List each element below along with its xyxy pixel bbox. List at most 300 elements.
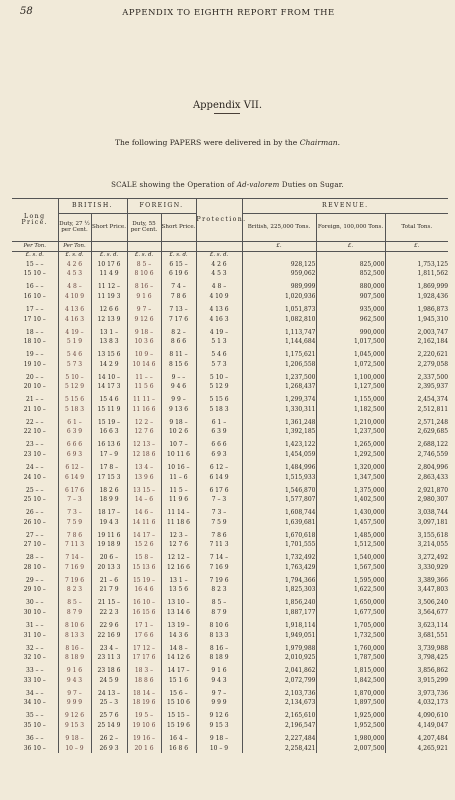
cell-british-duty: 5 10 – [58,373,91,383]
cell-revenue-foreign: 962,500 [316,315,385,325]
cell-revenue-foreign: 1,485,000 [316,531,385,541]
cell-revenue-total: 2,980,307 [417,496,449,504]
cell-british-short-price: 15 19 – [91,418,127,428]
cell-revenue-foreign: 1,897,500 [316,699,385,709]
cell-foreign-short-price: 11 – 6 [161,473,196,483]
table-row [12,576,448,586]
table-row [12,270,448,280]
cell-foreign-short-price: 8 15 6 [161,360,196,370]
cell-british-duty: 6 1 – [58,418,91,428]
cell-long-price: 21 10 – [12,405,58,415]
cell-revenue-british: 2,041,862 [242,666,316,676]
cell-british-short-price: 14 10 – [91,373,127,383]
cell-revenue-total: 3,447,803 [417,586,449,594]
cell-british-short-price: 14 17 3 [91,382,127,392]
cell-protection: 9 18 – [196,734,242,744]
cell-foreign-short-price: 10 16 – [161,463,196,473]
cell-revenue-foreign: 1,732,500 [316,631,385,641]
cell-long-price: 34 – – [12,689,58,699]
cell-british-duty: 7 16 9 [58,563,91,573]
cell-british-short-price: 10 17 6 [91,260,127,270]
cell-protection: 7 8 6 [196,531,242,541]
cell-british-duty: 4 19 – [58,328,91,338]
cell-protection: 7 16 9 [196,563,242,573]
cell-protection: 7 19 6 [196,576,242,586]
cell-british-short-price: 26 2 – [91,734,127,744]
cell-protection: 6 14 9 [196,473,242,483]
cell-revenue-british: 1,361,248 [242,418,316,428]
cell-protection: 5 10 – [196,373,242,383]
cell-foreign-duty: 17 12 – [127,644,161,654]
cell-foreign-duty: 12 18 6 [127,450,161,460]
cell-british-duty: 8 18 9 [58,653,91,663]
cell-revenue-british: 1,454,059 [242,450,316,460]
table-row [12,712,448,722]
cell-revenue-british: 1,639,681 [242,518,316,528]
cell-revenue-british: 1,330,311 [242,405,316,415]
cell-foreign-duty: 14 – 6 [127,495,161,505]
header-british-duty: Duty, 27 ½ per Cent. [58,214,91,242]
unit-pound-british: £. [242,242,316,252]
cell-foreign-short-price: 11 9 6 [161,495,196,505]
table-row [12,734,448,744]
cell-british-duty: 8 10 6 [58,621,91,631]
cell-revenue-british: 2,134,673 [242,699,316,709]
table-row [12,260,448,270]
cell-foreign-short-price: 7 8 6 [161,292,196,302]
cell-british-duty: 4 8 – [58,283,91,293]
scale-title [0,181,455,189]
cell-foreign-duty: 19 16 – [127,734,161,744]
cell-british-duty: 4 13 6 [58,305,91,315]
table-row [12,382,448,392]
cell-foreign-duty: 16 10 – [127,599,161,609]
cell-revenue-foreign: 935,000 [316,305,385,315]
header-long-price: Long Price. [12,199,58,242]
cell-revenue-british: 1,949,051 [242,631,316,641]
cell-british-duty: 6 3 9 [58,428,91,438]
table-row [12,554,448,564]
cell-long-price: 32 – – [12,644,58,654]
intro-after: . [337,138,341,147]
table-row [12,676,448,686]
cell-long-price: 29 10 – [12,586,58,596]
cell-foreign-duty: 19 5 – [127,712,161,722]
lsd-british-duty: £. s. d. [58,252,91,261]
table-row [12,441,448,451]
cell-revenue-foreign: 1,210,000 [316,418,385,428]
cell-foreign-duty: 12 2 – [127,418,161,428]
cell-revenue-total: 3,798,425 [417,654,449,662]
cell-revenue-total: 2,746,559 [417,451,449,459]
scale-after: Duties on Sugar. [279,181,344,189]
cell-revenue-foreign: 1,815,000 [316,666,385,676]
cell-foreign-duty: 8 10 6 [127,270,161,280]
cell-foreign-short-price: 16 8 6 [161,744,196,754]
cell-protection: 6 1 – [196,418,242,428]
table-row [12,508,448,518]
cell-foreign-duty: 8 16 – [127,283,161,293]
cell-protection: 9 15 3 [196,721,242,731]
cell-revenue-foreign: 990,000 [316,328,385,338]
cell-protection: 4 2 6 [196,260,242,270]
cell-protection: 7 5 9 [196,518,242,528]
cell-protection: 4 16 3 [196,315,242,325]
table-row [12,283,448,293]
cell-british-duty: 10 – 9 [58,744,91,754]
cell-protection: 8 5 – [196,599,242,609]
cell-revenue-total: 2,512,811 [417,405,449,413]
cell-revenue-foreign: 1,155,000 [316,395,385,405]
unit-per-ton-long: Per Ton. [12,242,58,252]
cell-foreign-duty: 12 13 – [127,441,161,451]
cell-british-short-price: 11 19 3 [91,292,127,302]
cell-foreign-short-price: 11 5 – [161,486,196,496]
header-british: BRITISH. [58,199,127,214]
cell-foreign-duty: 11 16 6 [127,405,161,415]
cell-long-price: 31 10 – [12,631,58,641]
cell-long-price: 29 – – [12,576,58,586]
cell-british-short-price: 15 11 9 [91,405,127,415]
unit-per-ton-british: Per Ton. [58,242,91,252]
cell-british-short-price: 25 7 6 [91,712,127,722]
cell-foreign-short-price: 13 10 – [161,599,196,609]
cell-revenue-foreign: 880,000 [316,283,385,293]
cell-long-price: 18 10 – [12,337,58,347]
table-row [12,305,448,315]
cell-revenue-foreign: 1,595,000 [316,576,385,586]
cell-revenue-foreign: 1,182,500 [316,405,385,415]
cell-foreign-duty: 14 17 – [127,531,161,541]
cell-foreign-short-price: 15 1 6 [161,676,196,686]
unit-pound-total: £. [385,242,448,252]
cell-british-short-price: 18 9 9 [91,495,127,505]
cell-revenue-british: 1,237,500 [242,373,316,383]
cell-foreign-duty: 10 14 6 [127,360,161,370]
cell-long-price: 35 – – [12,712,58,722]
cell-long-price: 19 – – [12,350,58,360]
cell-long-price: 20 10 – [12,382,58,392]
cell-foreign-short-price: 12 7 6 [161,541,196,551]
cell-foreign-short-price: 7 4 – [161,283,196,293]
cell-british-duty: 9 1 6 [58,666,91,676]
cell-protection: 7 11 3 [196,541,242,551]
cell-revenue-total: 2,921,870 [417,486,449,494]
cell-revenue-foreign: 1,677,500 [316,608,385,618]
cell-foreign-short-price: 9 4 6 [161,382,196,392]
cell-british-short-price: 18 17 – [91,508,127,518]
cell-revenue-total: 2,337,500 [417,373,449,381]
table-row [12,328,448,338]
cell-foreign-short-price: 8 6 6 [161,337,196,347]
cell-long-price: 21 – – [12,395,58,405]
cell-british-duty: 7 14 – [58,554,91,564]
table-row [12,337,448,347]
cell-long-price: 26 – – [12,508,58,518]
page-header [20,6,437,20]
table-row [12,495,448,505]
cell-foreign-short-price: 14 8 – [161,644,196,654]
header-revenue: REVENUE. [242,199,448,214]
cell-revenue-foreign: 1,952,500 [316,721,385,731]
cell-british-duty: 5 4 6 [58,350,91,360]
cell-revenue-foreign: 1,705,000 [316,621,385,631]
cell-british-short-price: 13 1 – [91,328,127,338]
cell-foreign-duty: 15 13 6 [127,563,161,573]
cell-revenue-british: 2,010,925 [242,653,316,663]
cell-british-duty: 9 7 – [58,689,91,699]
table-row [12,653,448,663]
cell-british-duty: 4 5 3 [58,270,91,280]
cell-british-short-price: 21 – 6 [91,576,127,586]
cell-british-short-price: 24 13 – [91,689,127,699]
cell-revenue-british: 1,206,558 [242,360,316,370]
cell-british-duty: 5 12 9 [58,382,91,392]
header-revenue-british: British, 225,000 Tons. [242,214,316,242]
cell-foreign-duty: 9 7 – [127,305,161,315]
cell-revenue-total: 3,915,299 [417,676,449,684]
cell-british-short-price: 26 9 3 [91,744,127,754]
cell-revenue-british: 1,392,185 [242,428,316,438]
cell-protection: 4 5 3 [196,270,242,280]
cell-revenue-foreign: 852,500 [316,270,385,280]
lsd-foreign-short: £. s. d. [161,252,196,261]
cell-british-short-price: 17 8 – [91,463,127,473]
cell-protection: 8 7 9 [196,608,242,618]
scale-before: SCALE showing the Operation of [111,181,237,189]
cell-long-price: 36 10 – [12,744,58,754]
cell-revenue-foreign: 1,430,000 [316,508,385,518]
cell-foreign-short-price: 7 17 6 [161,315,196,325]
cell-british-short-price: 25 – 3 [91,699,127,709]
cell-foreign-short-price: 15 19 6 [161,721,196,731]
cell-foreign-duty: 11 – – [127,373,161,383]
cell-british-duty: 4 2 6 [58,260,91,270]
table-row [12,463,448,473]
cell-revenue-total: 2,629,685 [417,428,449,436]
cell-revenue-british: 2,103,736 [242,689,316,699]
cell-revenue-british: 1,979,988 [242,644,316,654]
cell-british-duty: 4 16 3 [58,315,91,325]
table-row [12,644,448,654]
cell-revenue-british: 1,020,936 [242,292,316,302]
cell-revenue-total: 1,869,999 [417,283,449,291]
cell-long-price: 25 10 – [12,495,58,505]
cell-foreign-duty: 18 3 – [127,666,161,676]
table-row [12,531,448,541]
cell-british-short-price: 12 6 6 [91,305,127,315]
cell-protection: 9 7 – [196,689,242,699]
cell-british-duty: 5 1 9 [58,337,91,347]
cell-foreign-short-price: 12 16 6 [161,563,196,573]
cell-protection: 7 – 3 [196,495,242,505]
lsd-protection: £. s. d. [196,252,242,261]
cell-revenue-foreign: 1,622,500 [316,586,385,596]
table-row [12,360,448,370]
cell-foreign-short-price: 10 7 – [161,441,196,451]
table-row [12,395,448,405]
cell-foreign-duty: 18 14 – [127,689,161,699]
table-row [12,608,448,618]
cell-revenue-british: 1,423,122 [242,441,316,451]
header-protection: Protection. [196,199,242,242]
cell-british-duty: 4 10 9 [58,292,91,302]
cell-foreign-duty: 18 8 6 [127,676,161,686]
cell-protection: 9 12 6 [196,712,242,722]
cell-foreign-duty: 11 5 6 [127,382,161,392]
cell-revenue-british: 1,082,810 [242,315,316,325]
cell-british-duty: 6 17 6 [58,486,91,496]
cell-foreign-short-price: 14 12 6 [161,653,196,663]
cell-protection: 8 18 9 [196,653,242,663]
cell-foreign-duty: 15 19 – [127,576,161,586]
cell-revenue-foreign: 1,842,500 [316,676,385,686]
cell-protection: 9 4 3 [196,676,242,686]
cell-revenue-british: 1,577,807 [242,495,316,505]
cell-revenue-total: 2,395,937 [417,383,449,391]
cell-revenue-british: 989,999 [242,283,316,293]
cell-revenue-british: 1,113,747 [242,328,316,338]
cell-revenue-total: 3,681,551 [417,631,449,639]
table-row [12,405,448,415]
cell-protection: 10 – 9 [196,744,242,754]
cell-revenue-total: 2,003,747 [417,328,449,336]
cell-british-short-price: 21 7 9 [91,586,127,596]
cell-revenue-total: 3,330,929 [417,563,449,571]
cell-long-price: 33 – – [12,666,58,676]
cell-protection: 4 13 6 [196,305,242,315]
cell-revenue-british: 1,763,429 [242,563,316,573]
cell-protection: 6 6 6 [196,441,242,451]
cell-foreign-duty: 17 6 6 [127,631,161,641]
unit-pound-foreign: £. [316,242,385,252]
cell-long-price: 22 – – [12,418,58,428]
cell-revenue-british: 1,794,366 [242,576,316,586]
cell-british-duty: 8 13 3 [58,631,91,641]
table-row [12,621,448,631]
cell-long-price: 32 10 – [12,653,58,663]
cell-protection: 8 10 6 [196,621,242,631]
cell-protection: 6 17 6 [196,486,242,496]
table-row [12,563,448,573]
cell-foreign-duty: 15 8 – [127,554,161,564]
cell-long-price: 15 10 – [12,270,58,280]
cell-protection: 5 1 3 [196,337,242,347]
cell-british-short-price: 19 11 6 [91,531,127,541]
cell-foreign-short-price: 10 2 6 [161,428,196,438]
cell-revenue-total: 4,090,610 [417,712,449,720]
cell-revenue-british: 2,196,547 [242,721,316,731]
cell-revenue-foreign: 1,787,500 [316,653,385,663]
cell-long-price: 17 10 – [12,315,58,325]
cell-protection: 8 16 – [196,644,242,654]
table-row [12,721,448,731]
cell-revenue-total: 3,564,677 [417,609,449,617]
cell-revenue-total: 2,804,996 [417,464,449,471]
cell-british-duty: 7 – 3 [58,495,91,505]
lsd-british-short: £. s. d. [91,252,127,261]
cell-british-short-price: 11 12 – [91,283,127,293]
cell-revenue-british: 2,227,484 [242,734,316,744]
cell-foreign-duty: 8 5 – [127,260,161,270]
cell-revenue-total: 1,986,873 [417,305,449,313]
cell-protection: 9 9 9 [196,699,242,709]
cell-foreign-duty: 10 9 – [127,350,161,360]
table-row [12,315,448,325]
cell-long-price: 18 – – [12,328,58,338]
cell-protection: 6 3 9 [196,428,242,438]
cell-revenue-total: 3,506,240 [417,599,449,607]
cell-revenue-total: 2,162,184 [417,338,449,346]
cell-foreign-duty: 9 1 6 [127,292,161,302]
cell-foreign-short-price: 15 10 6 [161,699,196,709]
cell-foreign-duty: 9 12 6 [127,315,161,325]
cell-long-price: 19 10 – [12,360,58,370]
cell-foreign-short-price: 12 12 – [161,554,196,564]
cell-foreign-duty: 10 3 6 [127,337,161,347]
cell-foreign-duty: 18 19 6 [127,699,161,709]
table-row [12,599,448,609]
cell-british-short-price: 24 5 9 [91,676,127,686]
cell-british-duty: 7 19 6 [58,576,91,586]
cell-revenue-total: 4,207,484 [417,734,449,742]
cell-revenue-total: 1,753,125 [417,260,449,268]
cell-british-short-price: 23 11 3 [91,653,127,663]
cell-foreign-short-price: 9 18 – [161,418,196,428]
cell-foreign-short-price: 13 5 6 [161,586,196,596]
cell-long-price: 24 – – [12,463,58,473]
cell-british-duty: 9 15 3 [58,721,91,731]
cell-british-short-price: 14 2 9 [91,360,127,370]
table-row [12,473,448,483]
cell-foreign-short-price: 13 14 6 [161,608,196,618]
cell-long-price: 36 – – [12,734,58,744]
cell-british-short-price: 18 2 6 [91,486,127,496]
table-row [12,586,448,596]
cell-british-short-price: 23 18 6 [91,666,127,676]
cell-revenue-british: 2,165,610 [242,712,316,722]
cell-revenue-british: 1,546,870 [242,486,316,496]
cell-revenue-british: 1,515,933 [242,473,316,483]
cell-british-short-price: 17 – 9 [91,450,127,460]
cell-revenue-total: 3,272,492 [417,554,449,562]
cell-british-duty: 5 7 3 [58,360,91,370]
cell-foreign-short-price: 9 – – [161,373,196,383]
cell-protection: 4 10 9 [196,292,242,302]
sugar-duty-scale-table [12,198,448,753]
cell-revenue-british: 1,051,873 [242,305,316,315]
cell-revenue-total: 3,856,862 [417,667,449,675]
cell-long-price: 15 – – [12,260,58,270]
cell-revenue-total: 2,279,058 [417,360,449,368]
cell-revenue-total: 4,265,921 [417,744,449,752]
table-row [12,373,448,383]
cell-revenue-total: 3,739,988 [417,644,449,652]
cell-long-price: 26 10 – [12,518,58,528]
cell-british-short-price: 19 18 9 [91,541,127,551]
cell-foreign-duty: 13 15 – [127,486,161,496]
cell-revenue-total: 2,688,122 [417,441,449,449]
cell-revenue-foreign: 907,500 [316,292,385,302]
cell-british-short-price: 16 6 3 [91,428,127,438]
header-revenue-total: Total Tons. [401,223,433,230]
cell-revenue-total: 2,863,433 [417,473,449,481]
running-head: APPENDIX TO EIGHTH REPORT FROM THE [122,7,335,17]
cell-revenue-british: 1,701,555 [242,541,316,551]
cell-revenue-total: 3,389,366 [417,576,449,584]
cell-long-price: 27 – – [12,531,58,541]
header-revenue-foreign: Foreign, 100,000 Tons. [316,214,385,242]
